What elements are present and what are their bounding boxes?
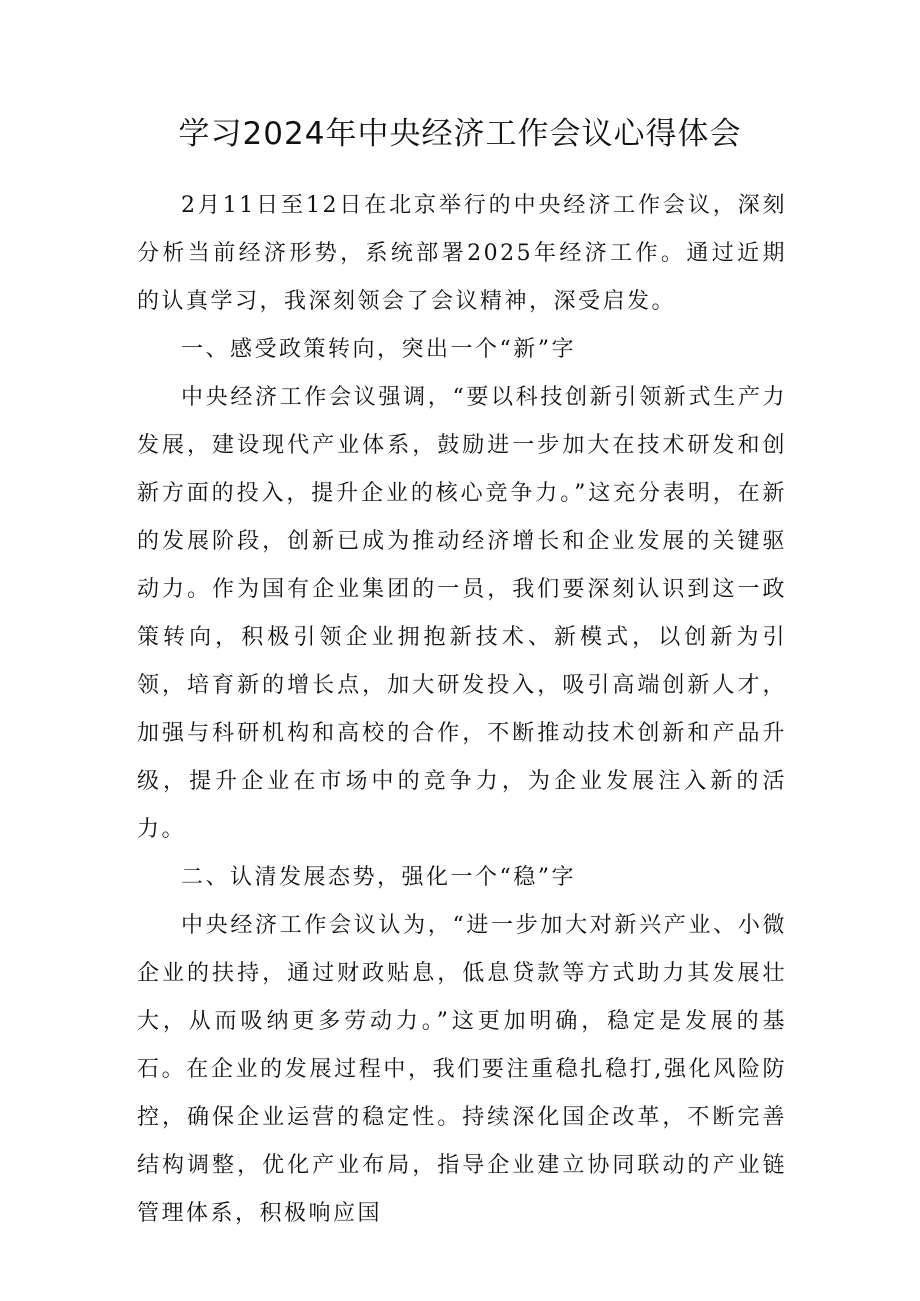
document-body (137, 152, 787, 1238)
document-title: 学习2024年中央经济工作会议心得体会 (178, 116, 742, 152)
section-heading-2: 二、认清发展态势，强化一个“稳”字 (181, 865, 576, 890)
intro-paragraph: 2月11日至12日在北京举行的中央经济工作会议，深刻分析当前经济形势，系统部署2025年经济工作。通过近期的认真学习，我深刻领会了会议精神，深受启发。 (137, 193, 787, 314)
section-2-paragraph: 中央经济工作会议认为，“进一步加大对新兴产业、小微企业的扶持，通过财政贴息，低息贷款等方式助力其发展壮大，从而吸纳更多劳动力。”这更加明确，稳定是发展的基石。在企业的发展过程中，我们要注重稳扎稳打,强化风险防控，确保企业运营的稳定性。持续深化国企改革，不断完善结构调整，优化产业布局，指导企业建立协同联动的产业链管理体系，积极响应国 (137, 913, 787, 1226)
section-1-paragraph: 中央经济工作会议强调，“要以科技创新引领新式生产力发展，建设现代产业体系，鼓励进一步加大在技术研发和创新方面的投入，提升企业的核心竞争力。”这充分表明，在新的发展阶段，创新已成为推动经济增长和企业发展的关键驱动力。作为国有企业集团的一员，我们要深刻认识到这一政策转向，积极引领企业拥抱新技术、新模式，以创新为引领，培育新的增长点，加大研发投入，吸引高端创新人才，加强与科研机构和高校的合作，不断推动技术创新和产品升级，提升企业在市场中的竞争力，为企业发展注入新的活力。 (137, 385, 787, 842)
section-heading-1: 一、感受政策转向，突出一个“新”字 (181, 337, 576, 362)
